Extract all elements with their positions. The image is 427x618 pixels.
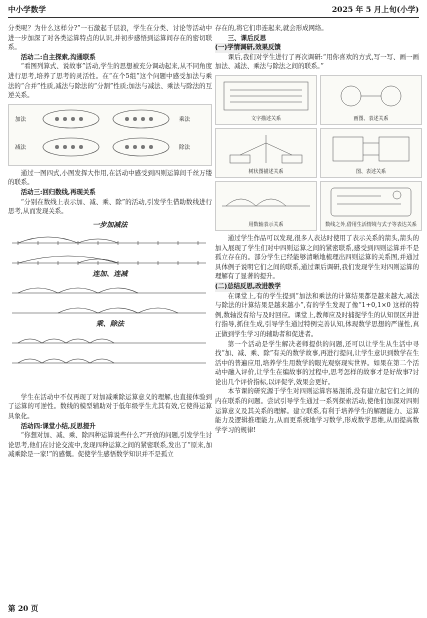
journal-title: 中小学数学 — [8, 5, 46, 14]
fig-label-add: 加法 — [15, 116, 27, 123]
page-number: 第 20 页 — [8, 604, 39, 613]
number-line-title-2: 连加、连减 — [92, 269, 128, 279]
student-work-3 — [215, 128, 317, 178]
student-work-1 — [215, 75, 317, 125]
issue-date: 2025 年 5 月上旬(小学) — [331, 5, 419, 14]
subsection-heading-2: (二)总结反思,改进教学 — [215, 281, 281, 290]
left-column — [8, 24, 212, 460]
paragraph: 第一个活动是学生解决老师提供的问题,还可以让学生从生活中寻找“加、减、乘、除”有关的数学故事,再进行提问,让学生意识到数学在生活中的普遍应用,培养学生用数学的眼光观察现实世界。如果在第二个活动中融入评价,让学生在编故事的过程中,思考怎样的故事才是好故事?讨论出几个评价指标,以评促学,效果会更好。 — [215, 339, 419, 386]
four-operations-figure — [8, 104, 212, 166]
subsection-heading-1: (一)学情调研,效果反馈 — [215, 43, 281, 52]
number-line-mul-div — [8, 329, 210, 369]
caption: 树状图描述关系 — [248, 168, 284, 175]
paragraph: “看图列算式、说故事”活动,学生的思想被充分调动起来,从不同角度进行思考,培养了思考的灵活性。在“在个5组”这个问题中感受加法与乘法的“合并”性质,减法与除法的“分割”性质;加法与减法、乘法与除法的互逆关系。 — [8, 62, 212, 100]
student-work-4 — [320, 128, 422, 178]
number-line-title-1: 一步加减法 — [92, 219, 128, 229]
paragraph: 在课堂上,有的学生提到“加法和乘法的计算结果都是越来越大,减法与除法的计算结果是越来越小”,有的学生发现了像“1+0,1×0 这样的特例,数轴没有给与及时回应。课堂上,教师应及时捕捉学生的认知误区并进行指导,抓住生成,引导学生通过特例完善认知,体现数学思想的严谨性,真正做到学生学习的辅助者和促进者。 — [215, 291, 419, 338]
paragraph: “分别在数线上表示加、减、乘、除”的活动,引发学生借助数线进行思考,从而发现关系。 — [8, 197, 212, 216]
paragraph: 学生在活动中不仅再现了对加减乘除运算意义的理解,也直接体验到了运算的可逆性。数线的模型辅助对于低年级学生尤其有效,它使得运算具象化。 — [8, 392, 212, 420]
number-line-consecutive — [8, 279, 210, 319]
student-work-grid — [215, 75, 419, 231]
right-column — [215, 24, 419, 435]
number-line-figure — [8, 220, 212, 390]
paragraph: 存在的,将它们串连起来,就会形成网络。 — [215, 24, 328, 32]
caption: 画图、表述关系 — [353, 115, 389, 122]
fig-label-sub: 减法 — [15, 144, 27, 151]
section-3-heading: 三、课后反思 — [227, 33, 267, 42]
fig-label-mul: 乘法 — [179, 116, 191, 123]
caption: 文字描述关系 — [250, 115, 281, 122]
paragraph: 分类呢？为什么这样分?”一石激起千层浪，学生在分类、讨论等活动中进一步加深了对各类运算特点的认识,并初步感悟到运算间存在的密切联系。 — [8, 24, 212, 52]
activity-3-heading: 活动三:回归数线,再现关系 — [20, 187, 96, 196]
caption: 用数轴表示关系 — [248, 221, 284, 228]
paragraph: 课后,我们对学生进行了再次调研:“用你喜欢的方式,写一写、画一画加法、减法、乘法与除法之间的联系。” — [215, 52, 419, 71]
student-work-6 — [320, 181, 422, 231]
fig-label-div: 除法 — [179, 144, 191, 151]
paragraph: 本节课的研究源于学生对四则运算容易混淆,没有建立起它们之间的内在联系的问题。尝试引导学生通过一系列探索活动,使他们加深对四则运算意义及其关系的理解。建立联系,有利于培养学生的解题能力、运算能力及逻辑推理能力,从而更系统地学习数学,形成数学思维,从而提高数学学习的规律! — [215, 387, 419, 434]
paragraph: 通过一图四式,小图发挥大作用,在活动中感受到四则运算间千丝万缕的联系。 — [8, 168, 212, 187]
paragraph: 通过学生作品可以发现,很多人表达时使用了表示关系的箭头,箭头的加入展现了学生们对中四则运算之间的紧密联系,感受到四则运算并不是孤立存在的。部分学生已经能够清晰地梳理出四则运算的关系图,并通过具体例子说明它们之间的联系,通过课后调研,我们发现学生对四则运算的理解有了显著的提升。 — [215, 233, 419, 281]
activity-2-heading: 活动二:自主探索,沟通联系 — [20, 52, 96, 61]
caption: 数线之外,借用生活情境与式子等表达关系 — [325, 221, 417, 228]
activity-4-heading: 活动四:课堂小结,反思提升 — [20, 421, 96, 430]
paragraph: “你想对加、减、乘、除四种运算说些什么?”开放的问题,引发学生讨论思考,他们在讨论交流中,发现四种运算之间的紧密联系,发出了“原来,加减乘除是一家!”的感慨。促使学生感悟数学知识并不是孤立 — [8, 431, 212, 459]
number-line-add — [8, 229, 210, 269]
student-work-2 — [320, 75, 422, 125]
caption: 图、表述关系 — [355, 168, 386, 175]
page-header — [8, 4, 419, 18]
student-work-5 — [215, 181, 317, 231]
number-line-title-3: 乘、除法 — [96, 318, 124, 328]
